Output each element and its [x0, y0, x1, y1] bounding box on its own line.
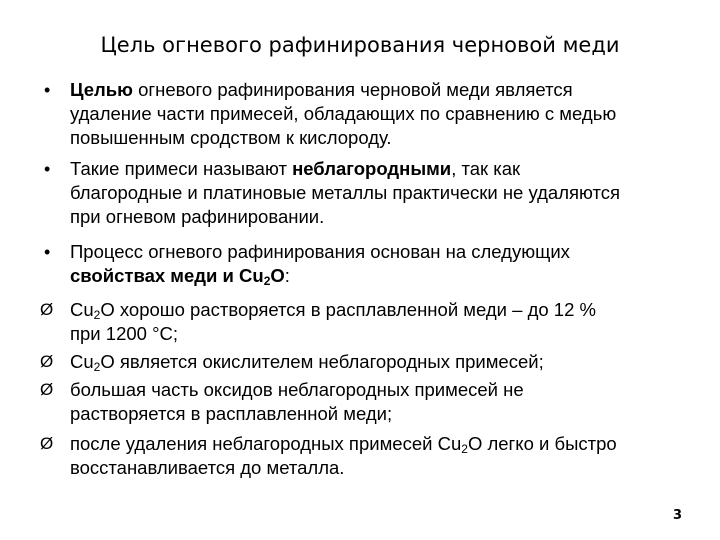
arrow-line: восстанавливается до металла. [70, 457, 345, 478]
bullet-line [70, 157, 680, 181]
subscript: 2 [93, 308, 101, 322]
text-run: огневого рафинирования черновой меди является [132, 79, 573, 100]
arrow-line [70, 432, 680, 456]
bullet-marker: • [44, 80, 51, 100]
arrow-text [70, 350, 680, 374]
arrow-line: при 1200 °С; [70, 323, 178, 344]
arrow-line [70, 298, 680, 322]
arrow-text [70, 298, 680, 346]
bullet-line: при огневом рафинировании. [70, 206, 325, 227]
bullet-item [40, 157, 680, 229]
bullet-line [70, 264, 680, 288]
text-run: O является окислителем неблагородных примесей; [100, 351, 544, 372]
text-run: O легко и быстро [467, 433, 617, 454]
bold-term: Целью [70, 79, 133, 100]
arrow-item [40, 378, 680, 426]
arrow-bullet-icon: Ø [40, 434, 54, 453]
arrow-line: большая часть оксидов неблагородных примесей не [70, 379, 524, 400]
bullet-text [70, 157, 680, 229]
bullet-line: удаление части примесей, обладающих по сравнению с медью [70, 103, 617, 124]
text-run: O хорошо растворяется в расплавленной меди – до 12 % [100, 299, 596, 320]
text-run: после удаления неблагородных примесей Cu [70, 433, 462, 454]
arrow-item [40, 350, 680, 374]
arrow-text [70, 378, 680, 426]
text-run: , так как [451, 158, 521, 179]
bullet-marker: • [44, 159, 51, 179]
arrow-line: растворяется в расплавленной меди; [70, 403, 393, 424]
bullet-line: повышенным сродством к кислороду. [70, 127, 392, 148]
bold-term: неблагородными [292, 158, 452, 179]
subscript: 2 [93, 360, 101, 374]
bullet-marker: • [44, 242, 51, 262]
bullet-item [40, 78, 680, 150]
bullet-line [70, 78, 680, 102]
bullet-line: благородные и платиновые металлы практически не удаляются [70, 182, 621, 203]
text-run: Cu [70, 299, 94, 320]
arrow-bullet-icon: Ø [40, 300, 54, 319]
subscript: 2 [263, 274, 271, 288]
arrow-text [70, 432, 680, 480]
arrow-bullet-icon: Ø [40, 352, 54, 371]
bullet-line: Процесс огневого рафинирования основан на следующих [70, 241, 570, 262]
bullet-item [40, 240, 680, 288]
bold-term [70, 265, 285, 286]
arrow-item [40, 432, 680, 480]
subscript: 2 [461, 442, 468, 456]
arrow-item [40, 298, 680, 346]
bullet-text [70, 78, 680, 150]
slide-title: Цель огневого рафинирования черновой меди [100, 33, 620, 57]
text-run: O [270, 265, 285, 286]
arrow-bullet-icon: Ø [40, 380, 54, 399]
page-number: 3 [672, 508, 682, 523]
text-run: : [284, 265, 290, 286]
text-run: свойствах меди и Cu [70, 265, 264, 286]
arrow-line [70, 350, 680, 374]
text-run: Такие примеси называют [70, 158, 293, 179]
text-run: Cu [70, 351, 94, 372]
bullet-text [70, 240, 680, 288]
